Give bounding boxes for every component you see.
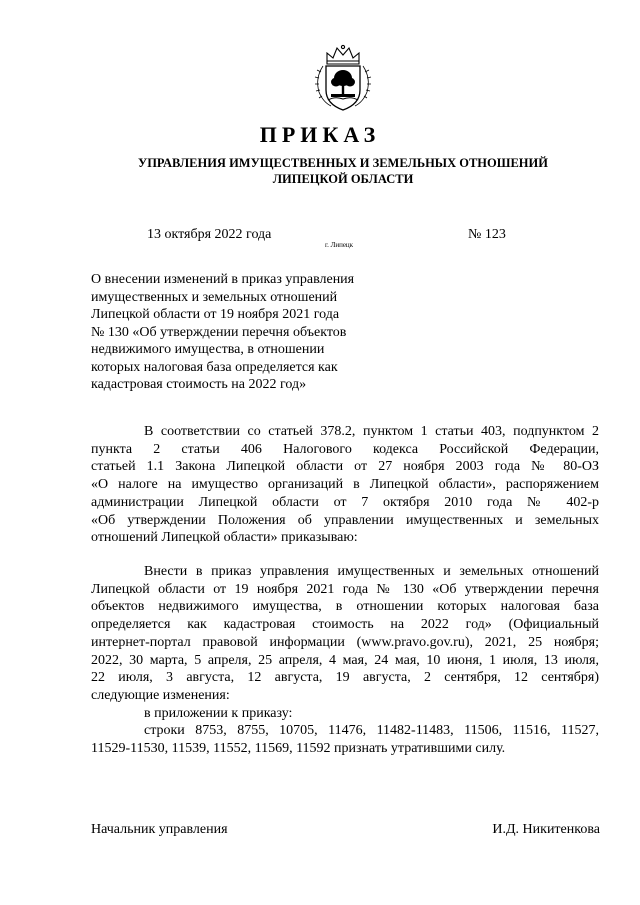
paragraph-line: в приложении к приказу:: [144, 705, 293, 721]
paragraph-line: администрации Липецкой области от 7 октября 2010 года № 402-р: [91, 494, 599, 510]
organization-name: [60, 155, 626, 187]
paragraph-line: 2022, 30 марта, 5 апреля, 25 апреля, 4 мая, 24 мая, 10 июня, 1 июля, 13 июля,: [91, 652, 599, 668]
organization-line: УПРАВЛЕНИЯ ИМУЩЕСТВЕННЫХ И ЗЕМЕЛЬНЫХ ОТНОШЕНИЙ: [138, 156, 548, 170]
paragraph-line: «Об утверждении Положения об управлении имущественных и земельных: [91, 512, 599, 528]
paragraph-line: В соответствии со статьей 378.2, пунктом 1 статьи 403, подпунктом 2: [144, 424, 599, 439]
subject-line: кадастровая стоимость на 2022 год»: [91, 377, 307, 392]
order-body-paragraph: [91, 563, 599, 758]
coat-of-arms-icon: [313, 44, 373, 112]
paragraph-line: Внести в приказ управления имущественных и земельных отношений: [144, 564, 599, 579]
subject-line: имущественных и земельных отношений: [91, 289, 338, 305]
signatory-position: Начальник управления: [91, 822, 228, 837]
paragraph-line: отношений Липецкой области» приказываю:: [91, 530, 358, 546]
preamble-paragraph: [91, 423, 599, 547]
paragraph-line: статьей 1.1 Закона Липецкой области от 27 ноября 2003 года № 80-ОЗ: [91, 459, 599, 475]
paragraph-line: объектов недвижимого имущества, в отношении которых налоговая база: [91, 599, 599, 615]
order-subject: [91, 271, 391, 394]
subject-line: Липецкой области от 19 ноября 2021 года: [91, 307, 340, 322]
subject-line: № 130 «Об утверждении перечня объектов: [91, 324, 347, 340]
organization-line: ЛИПЕЦКОЙ ОБЛАСТИ: [272, 172, 414, 186]
order-date: 13 октября 2022 года: [147, 227, 272, 242]
subject-line: которых налоговая база определяется как: [91, 359, 338, 375]
paragraph-line: интернет-портал правовой информации (www.pravo.gov.ru), 2021, 25 ноября;: [91, 634, 599, 650]
paragraph-line: пункта 2 статьи 406 Налогового кодекса Российской Федерации,: [91, 441, 599, 457]
paragraph-line: 11529-11530, 11539, 11552, 11569, 11592 признать утратившими силу.: [91, 741, 506, 757]
order-place: г. Липецк: [325, 241, 354, 249]
signatory-name: И.Д. Никитенкова: [492, 822, 600, 837]
paragraph-line: 22 июля, 3 августа, 12 августа, 19 августа, 2 сентября, 12 сентября): [91, 670, 599, 686]
paragraph-line: определяется как кадастровая стоимость на 2022 год» (Официальный: [91, 617, 599, 633]
document-title: ПРИКАЗ: [259, 122, 381, 147]
subject-line: недвижимого имущества, в отношении: [91, 342, 325, 357]
order-number: № 123: [468, 227, 506, 242]
paragraph-line: следующие изменения:: [91, 687, 230, 703]
paragraph-line: Липецкой области от 19 ноября 2021 года № 130 «Об утверждении перечня: [91, 581, 599, 597]
subject-line: О внесении изменений в приказ управления: [91, 272, 355, 287]
paragraph-line: строки 8753, 8755, 10705, 11476, 11482-11483, 11506, 11516, 11527,: [144, 723, 599, 739]
paragraph-line: «О налоге на имущество организаций в Липецкой области», распоряжением: [91, 477, 599, 493]
